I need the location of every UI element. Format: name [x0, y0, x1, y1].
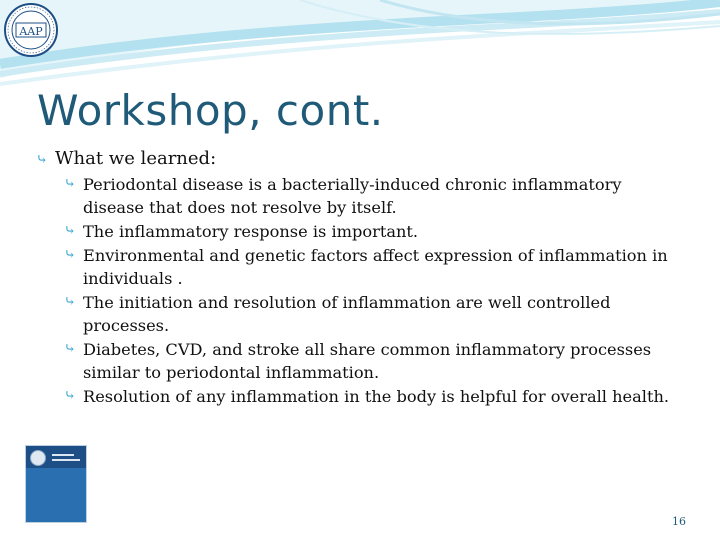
- list-item-text: Environmental and genetic factors affect expression of inflammation in individuals .: [83, 246, 668, 288]
- heading-text: What we learned:: [55, 148, 217, 169]
- logo-text: AAP: [19, 25, 43, 38]
- journal-title-line: [52, 459, 80, 461]
- list-item: [22, 385, 683, 408]
- curl-bullet-icon: ⤷: [64, 294, 76, 310]
- journal-title-line: [52, 454, 74, 456]
- bullet-list: [22, 146, 702, 408]
- curl-bullet-icon: ⤷: [64, 176, 76, 192]
- aap-logo: [3, 2, 59, 58]
- list-item-text: Resolution of any inflammation in the body is helpful for overall health.: [83, 387, 670, 406]
- journal-seal-icon: [30, 450, 46, 466]
- curl-bullet-icon: ⤷: [64, 223, 76, 239]
- slide-title: Workshop, cont.: [37, 86, 384, 135]
- curl-bullet-icon: ⤷: [64, 247, 76, 263]
- list-item: [22, 244, 683, 290]
- curl-bullet-icon: ⤷: [64, 341, 76, 357]
- list-item-text: Diabetes, CVD, and stroke all share common inflammatory processes similar to periodontal inflammation.: [83, 340, 652, 382]
- list-item-text: The inflammatory response is important.: [83, 222, 419, 241]
- heading-item: [22, 146, 702, 172]
- list-item: [22, 338, 683, 384]
- list-item: [22, 220, 683, 243]
- list-item-text: Periodontal disease is a bacterially-induced chronic inflammatory disease that does not resolve by itself.: [83, 175, 622, 217]
- list-item: [22, 173, 683, 219]
- curl-bullet-icon: ⤷: [64, 388, 76, 404]
- list-item: [22, 291, 683, 337]
- list-item-text: The initiation and resolution of inflammation are well controlled processes.: [83, 293, 611, 335]
- curl-bullet-icon: ⤷: [36, 152, 48, 168]
- journal-cover-image: [25, 445, 87, 523]
- page-number: 16: [672, 515, 686, 528]
